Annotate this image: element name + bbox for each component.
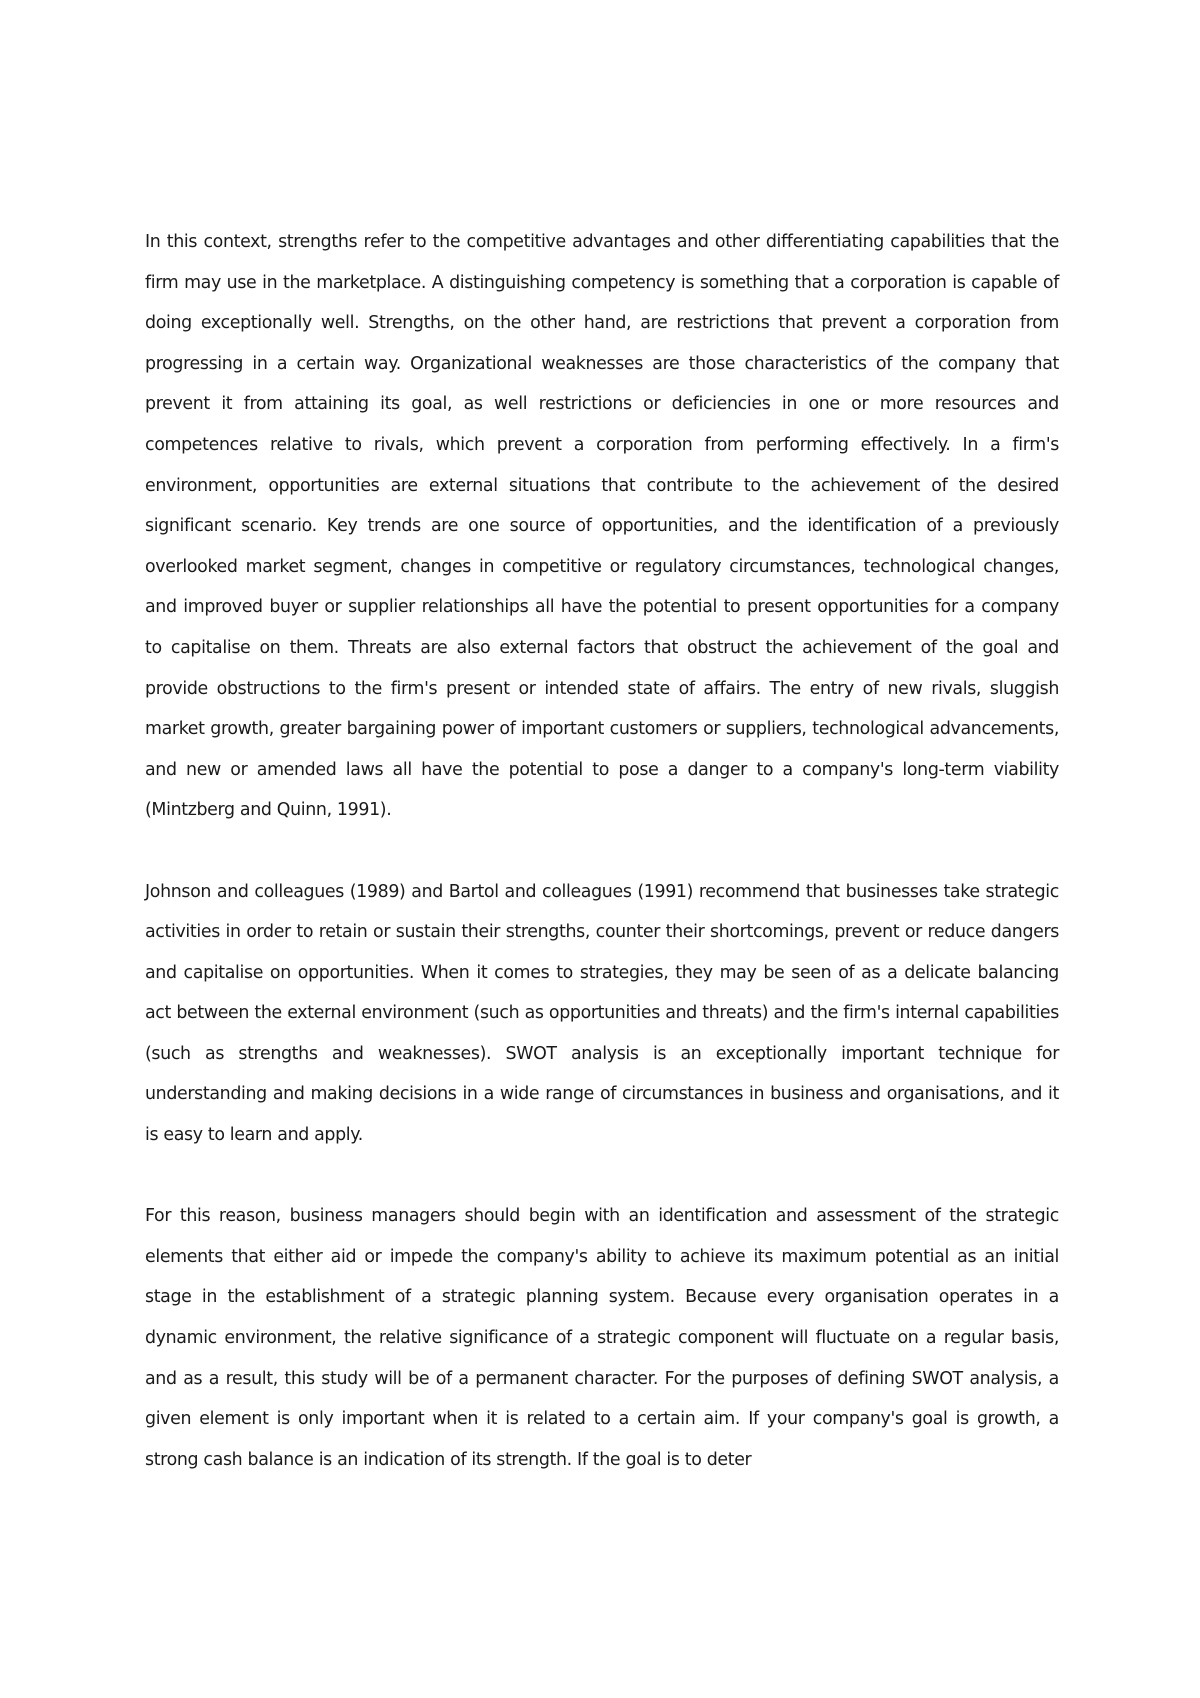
paragraph-swot-factors: In this context, strengths refer to the competitive advantages and other differentiating capabilities that the firm may use in the marketplace. A distinguishing competency is something that a corporation is capable of doing exceptionally well. Strengths, on the other hand, are restrictions that prevent a corporation from progressing in a certain way. Organizational weaknesses are those characteristics of the company that prevent it from attaining its goal, as well restrictions or deficiencies in one or more resources and competences relative to rivals, which prevent a corporation from performing effectively. In a firm's environment, opportunities are external situations that contribute to the achievement of the desired significant scenario. Key trends are one source of opportunities, and the identification of a previously overlooked market segment, changes in competitive or regulatory circumstances, technological changes, and improved buyer or supplier relationships all have the potential to present opportunities for a company to capitalise on them. Threats are also external factors that obstruct the achievement of the goal and provide obstructions to the firm's present or intended state of affairs. The entry of new rivals, sluggish market growth, greater bargaining power of important customers or suppliers, technological advancements, and new or amended laws all have the potential to pose a danger to a company's long-term viability (Mintzberg and Quinn, 1991). (145, 232, 1059, 821)
paragraph-strategic-planning: For this reason, business managers should begin with an identification and assessment of the strategic elements that either aid or impede the company's ability to achieve its maximum potential as an initial stage in the establishment of a strategic planning system. Because every organisation operates in a dynamic environment, the relative significance of a strategic component will fluctuate on a regular basis, and as a result, this study will be of a permanent character. For the purposes of defining SWOT analysis, a given element is only important when it is related to a certain aim. If your company's goal is growth, a strong cash balance is an indication of its strength. If the goal is to deter (145, 1206, 1059, 1470)
document-body (145, 222, 1059, 1480)
paragraph-strategic-activities: Johnson and colleagues (1989) and Bartol and colleagues (1991) recommend that businesses take strategic activities in order to retain or sustain their strengths, counter their shortcomings, prevent or reduce dangers and capitalise on opportunities. When it comes to strategies, they may be seen of as a delicate balancing act between the external environment (such as opportunities and threats) and the firm's internal capabilities (such as strengths and weaknesses). SWOT analysis is an exceptionally important technique for understanding and making decisions in a wide range of circumstances in business and organisations, and it is easy to learn and apply. (145, 881, 1059, 1146)
